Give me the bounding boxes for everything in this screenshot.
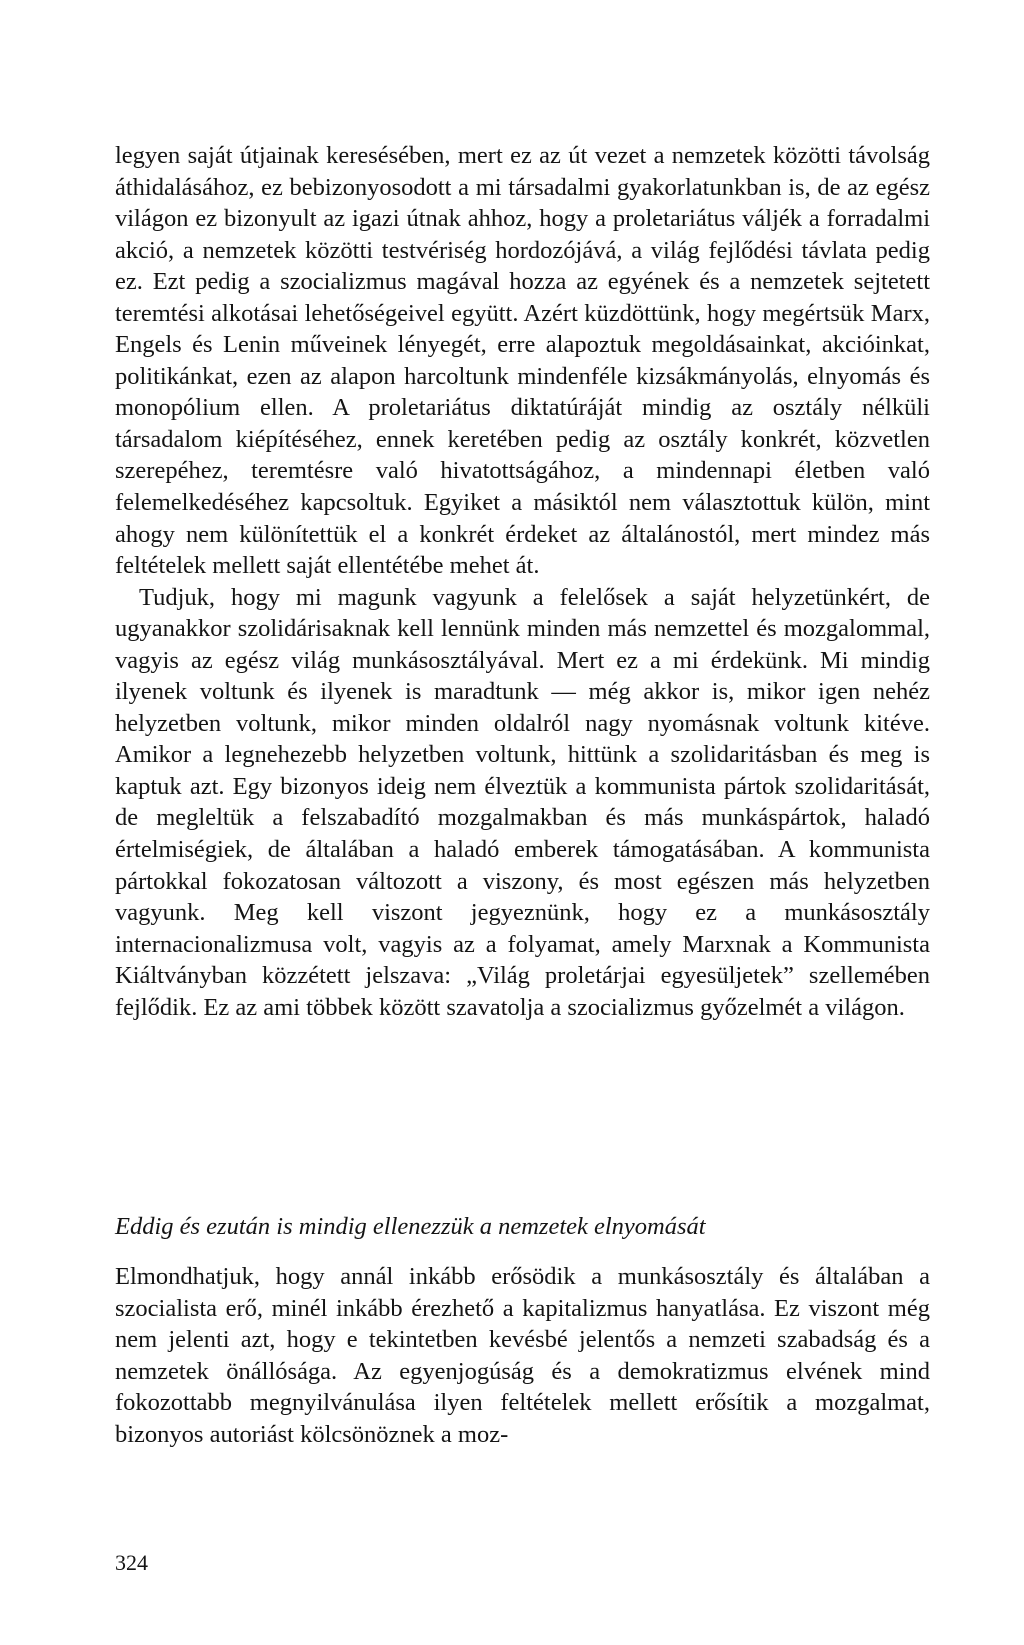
paragraph-1: legyen saját útjainak keresésében, mert ez az út vezet a nemzetek közötti távolság áthidalásához, ez bebizonyosodott a mi társadalmi gyakorlatunkban is, de az egész világon ez bizonyult az igazi útnak ahhoz, hogy a proletariátus váljék a forradalmi akció, a nemzetek közötti testvériség hordozójává, a világ fejlődési távlata pedig ez. Ezt pedig a szocializmus magával hozza az egyének és a nemzetek sejtetett teremtési alkotásai lehetőségeivel együtt. Azért küzdöttünk, hogy megértsük Marx, Engels és Lenin műveinek lényegét, erre alapoztuk megoldásainkat, akcióinkat, politikánkat, ezen az alapon harcoltunk mindenféle kizsákmányolás, elnyomás és monopólium ellen. A proletariátus diktatúráját mindig az osztály nélküli társadalom kiépítéséhez, ennek keretében pedig az osztály konkrét, közvetlen szerepéhez, teremtésre való hivatottságához, a mindennapi életben való felemelkedéséhez kapcsoltuk. Egyiket a másiktól nem választottuk külön, mint ahogy nem különítettük el a konkrét érdeket az általánostól, mert mindez más feltételek mellett saját ellentétébe mehet át. (115, 142, 930, 580)
paragraph-2: Tudjuk, hogy mi magunk vagyunk a felelősek a saját helyzetünkért, de ugyanakkor szolidárisaknak kell lennünk minden más nemzettel és mozgalommal, vagyis az egész világ munkásosztályával. Mert ez a mi érdekünk. Mi mindig ilyenek voltunk és ilyenek is maradtunk — még akkor is, mikor igen nehéz helyzetben voltunk, mikor minden oldalról nagy nyomásnak voltunk kitéve. Amikor a legnehezebb helyzetben voltunk, hittünk a szolidaritásban és meg is kaptuk azt. Egy bizonyos ideig nem élveztük a kommunista pártok szolidaritását, de megleltük a felszabadító mozgalmakban és más munkáspártok, haladó értelmiségiek, de általában a haladó emberek támogatásában. A kommunista pártokkal fokozatosan változott a viszony, és most egészen más helyzetben vagyunk. Meg kell viszont jegyeznünk, hogy ez a munkásosztály internacionalizmusa volt, vagyis az a folyamat, amely Marxnak a Kommunista Kiáltványban közzétett jelszava: „Világ proletárjai egyesüljetek” szellemében fejlődik. Ez az ami többek között szavatolja a szocializmus győzelmét a világon. (115, 583, 930, 1021)
body-text-section-2 (115, 1261, 930, 1450)
section-heading: Eddig és ezután is mindig ellenezzük a nemzetek elnyomását (115, 1213, 706, 1240)
body-text-section-1 (115, 140, 930, 1023)
page-number: 324 (115, 1550, 148, 1575)
paragraph-3: Elmondhatjuk, hogy annál inkább erősödik a munkásosztály és általában a szocialista erő, minél inkább érezhető a kapitalizmus hanyatlása. Ez viszont még nem jelenti azt, hogy e tekintetben kevésbé jelentős a nemzeti szabadság és a nemzetek önállósága. Az egyenjogúság és a demokratizmus elvének mind fokozottabb megnyilvánulása ilyen feltételek mellett erősítik a mozgalmat, bizonyos autoriást kölcsönöznek a moz- (115, 1263, 930, 1448)
